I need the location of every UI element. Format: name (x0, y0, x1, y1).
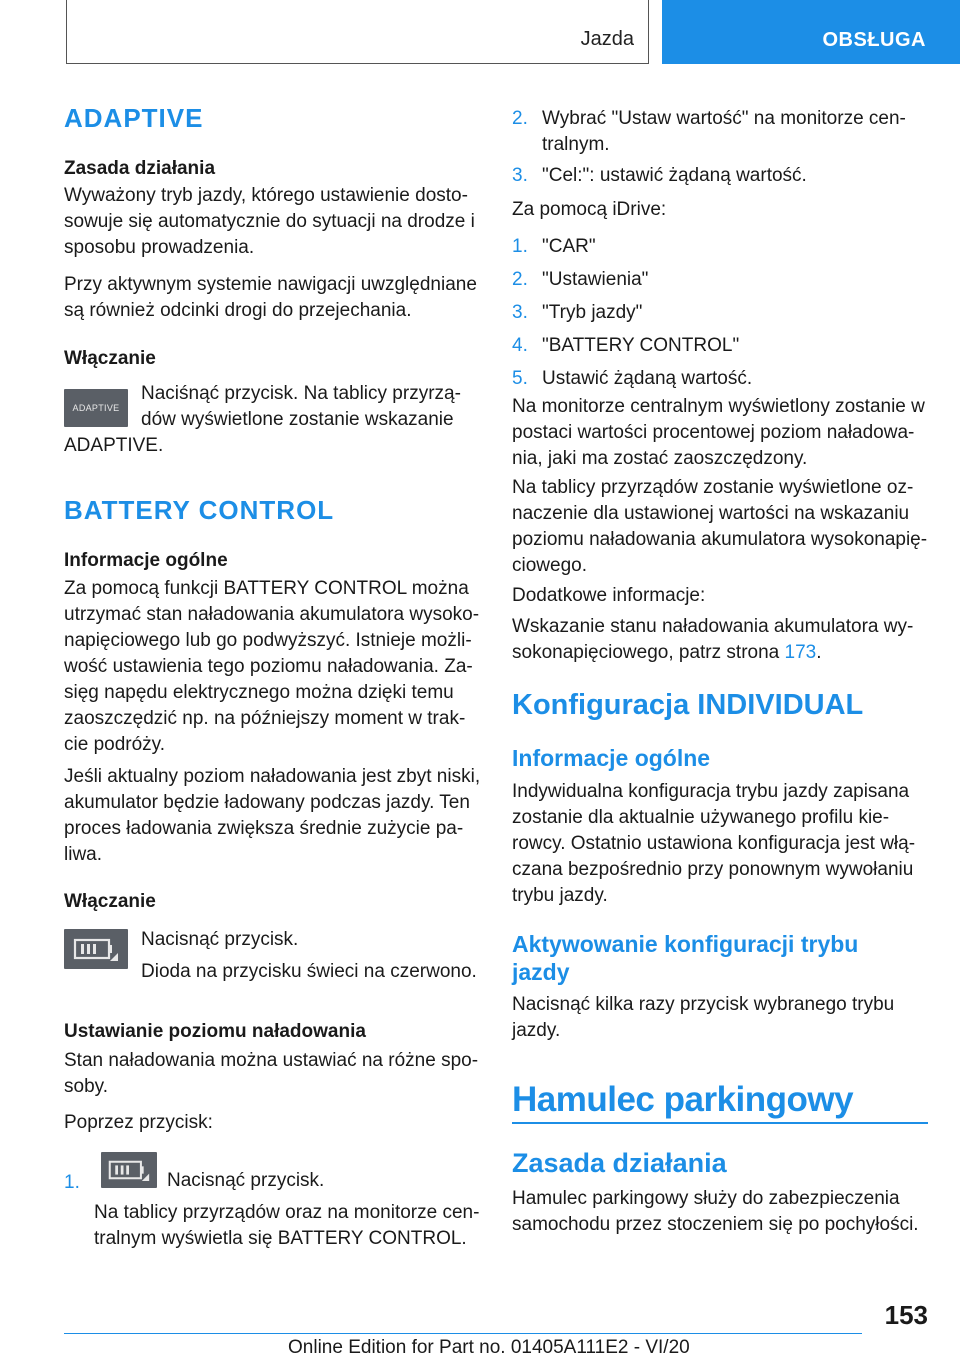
battery-control-button-icon-small (101, 1152, 157, 1188)
text-line: Wybrać "Ustaw wartość" na monitorze cen- (542, 108, 906, 129)
parking-text (512, 1186, 932, 1238)
step-number: 4. (512, 335, 528, 356)
text-line: wość ustawienia tego poziomu naładowania. Za- (64, 656, 473, 677)
charge-level-text (64, 1048, 478, 1100)
footer-edition: Online Edition for Part no. 01405A111E2 - VI/20 (288, 1337, 690, 1358)
text-line: Na tablicy przyrządów oraz na monitorze cen- (94, 1202, 480, 1223)
text-fragment: . (816, 642, 822, 663)
activate-heading (512, 930, 858, 986)
step1-text: Nacisnąć przycisk. (167, 1170, 325, 1191)
adaptive-nav-text (64, 272, 477, 324)
text-line: Stan naładowania można ustawiać na różne spo- (64, 1050, 479, 1071)
text-line: soby. (64, 1076, 109, 1097)
idrive-step: "BATTERY CONTROL" (542, 335, 740, 356)
battery-control-heading: BATTERY CONTROL (64, 495, 335, 525)
text-line: Nacisnąć kilka razy przycisk wybranego trybu (512, 994, 895, 1015)
text-line: tralnym. (542, 134, 610, 155)
heading-underline (512, 1122, 928, 1124)
text-line: utrzymać stan naładowania akumulatora wysoko- (64, 604, 480, 625)
step1-detail (94, 1200, 489, 1252)
header-section-box (66, 0, 649, 64)
text-line: sposobu prowadzenia. (64, 237, 255, 258)
adaptive-button-icon (64, 389, 128, 427)
cm-text (512, 394, 932, 472)
page-link[interactable]: 173 (784, 642, 817, 663)
text-line: tralnym wyświetla się BATTERY CONTROL. (94, 1228, 467, 1249)
charge-level-heading: Ustawianie poziomu naładowania (64, 1021, 366, 1042)
text-line: proces ładowania zwiększa średnie zużycie pa- (64, 818, 464, 839)
text-line: jazdy. (512, 1020, 561, 1041)
individual-heading: Konfiguracja INDIVIDUAL (512, 689, 864, 721)
text-line: są również odcinki drogi do przejechania. (64, 300, 412, 321)
idrive-step: "Tryb jazdy" (542, 302, 643, 323)
step-number: 1. (64, 1172, 80, 1193)
adaptive-button-label: ADAPTIVE (72, 403, 120, 413)
step-number: 2. (512, 108, 528, 129)
extra-info-text: Dodatkowe informacje: (512, 585, 706, 606)
text-line: Wskazanie stanu naładowania akumulatora wy- (512, 616, 914, 637)
step3-text: "Cel:": ustawić żądaną wartość. (542, 165, 807, 186)
header-chapter-tab[interactable] (662, 0, 960, 64)
step-number: 1. (512, 236, 528, 257)
idrive-text: Za pomocą iDrive: (512, 199, 667, 220)
adaptive-heading: ADAPTIVE (64, 103, 204, 133)
heading-line: jazdy (512, 959, 570, 985)
idrive-step: Ustawić żądaną wartość. (542, 368, 753, 389)
adaptive-on-text (141, 381, 486, 433)
text-line: napięciowego lub go podwyższyć. Istnieje możli- (64, 630, 472, 651)
text-line: Naciśnąć przycisk. Na tablicy przyrzą- (141, 383, 461, 404)
step-number: 3. (512, 302, 528, 323)
text-line: Na monitorze centralnym wyświetlony zostanie w (512, 396, 925, 417)
header-chapter: OBSŁUGA (822, 29, 926, 51)
text-line: liwa. (64, 844, 103, 865)
text-line: Przy aktywnym systemie nawigacji uwzględniane (64, 274, 477, 295)
battery-on-heading: Włączanie (64, 891, 156, 912)
individual-text (512, 779, 932, 909)
ic-text (512, 475, 932, 579)
text-line: ciowego. (512, 555, 587, 576)
text-line (512, 640, 932, 666)
idrive-step: "Ustawienia" (542, 269, 649, 290)
text-line: zaoszczędzić np. na późniejszy moment w trak- (64, 708, 466, 729)
step-number: 5. (512, 368, 528, 389)
text-line: czana bezpośrednio przy ponownym wywołaniu (512, 859, 914, 880)
adaptive-principle-heading: Zasada działania (64, 158, 216, 179)
text-line: akumulator będzie ładowany podczas jazdy. Ten (64, 792, 470, 813)
text-line: cie podróży. (64, 734, 166, 755)
text-line: nia, jaki ma zostać zaoszczędzony. (512, 448, 808, 469)
battery-general-heading: Informacje ogólne (64, 550, 228, 571)
text-line: Indywidualna konfiguracja trybu jazdy zapisana (512, 781, 910, 802)
battery-on-line2: Dioda na przycisku świeci na czerwono. (141, 961, 477, 982)
step-number: 3. (512, 165, 528, 186)
step-number: 2. (512, 269, 528, 290)
text-line: poziomu naładowania akumulatora wysokonapię- (512, 529, 928, 550)
text-line: Za pomocą funkcji BATTERY CONTROL można (64, 578, 469, 599)
header-section: Jazda (580, 28, 634, 50)
text-line: sowuje się automatycznie do sytuacji na drodze i (64, 211, 475, 232)
battery-icon (107, 1157, 151, 1183)
text-line: samochodu przez stoczeniem się po pochyłości. (512, 1214, 919, 1235)
reference-text (512, 614, 932, 666)
via-button-text: Poprzez przycisk: (64, 1112, 213, 1133)
battery-icon (72, 935, 120, 963)
individual-general-heading: Informacje ogólne (512, 745, 711, 771)
battery-control-button-icon (64, 929, 128, 969)
text-fragment: sokonapięciowego, patrz strona (512, 642, 780, 663)
heading-line: Aktywowanie konfiguracji trybu (512, 931, 859, 957)
step2-text (542, 106, 937, 158)
adaptive-on-heading: Włączanie (64, 348, 156, 369)
text-line: postaci wartości procentowej poziom naładowa- (512, 422, 915, 443)
text-line: dów wyświetlone zostanie wskazanie (141, 409, 454, 430)
battery-on-line1: Nacisnąć przycisk. (141, 929, 299, 950)
text-line: Hamulec parkingowy służy do zabezpieczenia (512, 1188, 900, 1209)
parking-principle-heading: Zasada działania (512, 1148, 727, 1178)
text-line: zostanie dla aktualnie używanego profilu kie- (512, 807, 890, 828)
adaptive-principle-text (64, 183, 475, 261)
page-number: 153 (884, 1300, 928, 1330)
activate-text (512, 992, 932, 1044)
footer-divider (64, 1333, 862, 1334)
text-line: trybu jazdy. (512, 885, 608, 906)
adaptive-on-text-last: ADAPTIVE. (64, 435, 164, 456)
battery-general-text (64, 576, 484, 758)
text-line: naczenie dla ustawionej wartości na wskazaniu (512, 503, 910, 524)
battery-low-text (64, 764, 484, 868)
text-line: sięg napędu elektrycznego można dzięki temu (64, 682, 454, 703)
text-line: rowcy. Ostatnio ustawiona konfiguracja jest włą- (512, 833, 916, 854)
text-line: Na tablicy przyrządów zostanie wyświetlone oz- (512, 477, 914, 498)
idrive-step: "CAR" (542, 236, 596, 257)
text-line: Wyważony tryb jazdy, którego ustawienie dosto- (64, 185, 468, 206)
parking-brake-heading: Hamulec parkingowy (512, 1080, 854, 1119)
text-line: Jeśli aktualny poziom naładowania jest zbyt niski, (64, 766, 481, 787)
